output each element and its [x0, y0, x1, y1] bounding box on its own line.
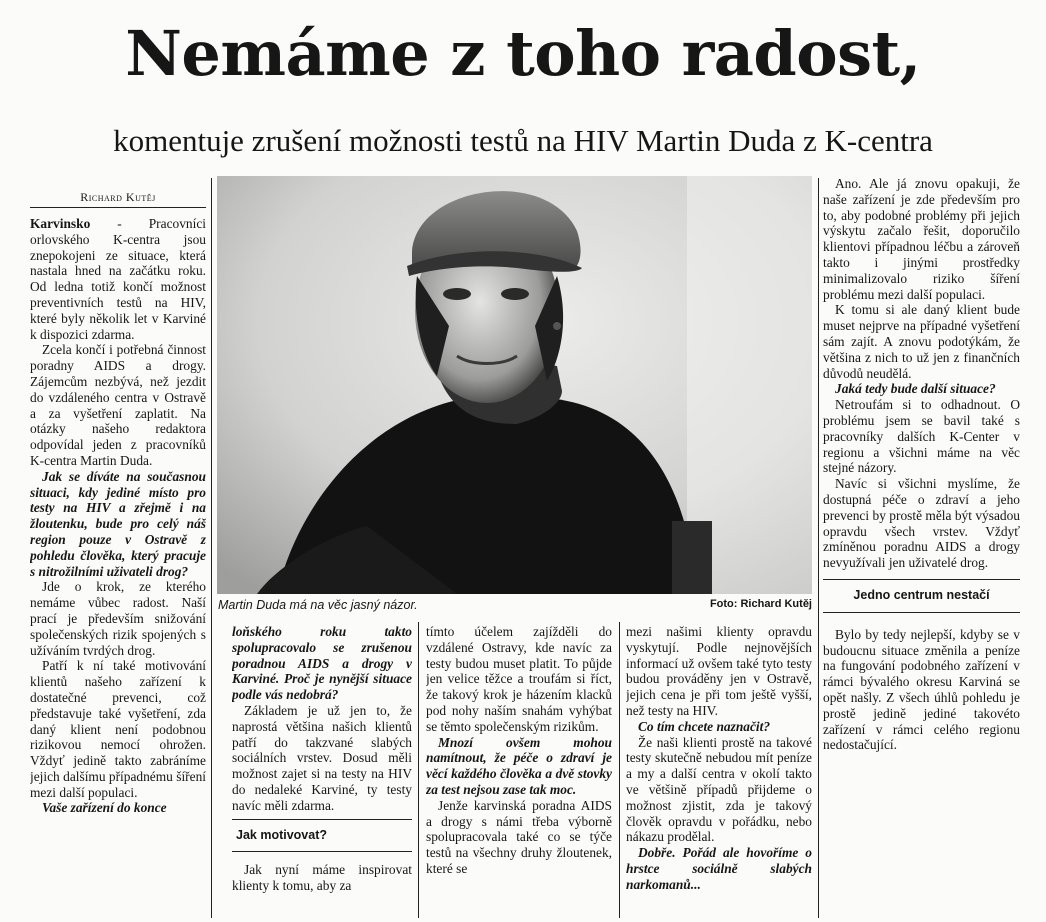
- paragraph: Jak nyní máme inspirovat klienty k tomu, aby za: [232, 862, 412, 894]
- question: Mnozí ovšem mohou namítnout, že péče o zdraví je věcí každého člověka a dvě stovky za test nejsou zase tak moc.: [426, 734, 612, 797]
- photo-martin-duda: [217, 176, 812, 594]
- paragraph: Navíc si všichni myslíme, že dostupná péče o zdraví a jeho prevenci by prostě měla být výsadou opravdu všech vrstev. Vždyť zmíněnou poradnu AIDS a drogy nevyužívali jen uživatelé drog.: [823, 476, 1020, 571]
- column-divider: [418, 622, 419, 918]
- subheading: Jak motivovat?: [236, 827, 328, 842]
- subheading-rule: [823, 612, 1020, 613]
- lead-text: - Pracovníci orlovského K-centra jsou znepokojeni ze situace, která nastala hned na začátku roku. Od ledna totiž končí možnost preventivních testů na HIV, které byly několik let v Karviné k dispozici zdarma.: [30, 216, 206, 342]
- byline: Richard Kutěj: [80, 190, 156, 204]
- dateline-location: Karvinsko: [30, 216, 91, 231]
- portrait-illustration: [217, 176, 812, 594]
- subheading: Jedno centrum nestačí: [853, 587, 990, 602]
- lead-paragraph: [30, 216, 206, 342]
- article-column-4: [626, 624, 812, 920]
- article-column-3: [426, 624, 612, 920]
- question: Jak se díváte na současnou situaci, kdy jediné místo pro testy na HIV a zřejmě i na žloutenku, bude pro celý náš region pouze v Ostravě z pohledu člověka, který pracuje s nitrožilními uživateli drog?: [30, 468, 206, 579]
- column-divider: [818, 178, 819, 918]
- article-column-1: [30, 216, 206, 922]
- answer: Základem je už jen to, že naprostá většina našich klientů patří do takzvané slabých sociálních vrstev. Dosud měli možnost zajet si na testy na HIV do nedaleké Karviné, ty testy navíc měli zdarma.: [232, 702, 412, 813]
- headline: Nemáme z toho radost,: [125, 17, 921, 90]
- paragraph: Patří k ní také motivování klientů našeho zařízení k dostatečné prevenci, což představuje také vyšetření, zda daný klient není podobnou rizikovou nemocí ohrožen. Vždyť jedině takto zabráníme jejich dalšímu případnému šíření mezi další populaci.: [30, 658, 206, 800]
- subheading-rule: [232, 851, 412, 852]
- article-column-5: [823, 176, 1020, 920]
- answer: Jde o krok, ze kterého nemáme vůbec radost. Naší prací je především snižování společenských rizik spojených s užíváním tvrdých drog.: [30, 579, 206, 658]
- paragraph: tímto účelem zajížděli do vzdálené Ostravy, kde navíc za testy budou muset platit. To půjde jen velice těžce a troufám si říct, že takový krok je házením klacků pod nohy naším snahám vyhýbat se těmto společenským rizikům.: [426, 624, 612, 734]
- question: Jaká tedy bude další situace?: [835, 381, 996, 397]
- byline-rule: [30, 207, 206, 208]
- photo-credit: Foto: Richard Kutěj: [709, 598, 812, 610]
- paragraph: Jenže karvinská poradna AIDS a drogy s námi třeba výborně spolupracovala také co se týče testů na všechny druhy žloutenek, které se: [426, 797, 612, 876]
- question: Dobře. Pořád ale hovoříme o hrstce sociálně slabých narkomanů...: [626, 845, 812, 892]
- column-divider: [619, 622, 620, 918]
- question: loňského roku takto spolupracovalo se zrušenou poradnou AIDS a drogy v Karviné. Proč je nynější situace podle vás nedobrá?: [232, 624, 412, 703]
- paragraph: Bylo by tedy nejlepší, kdyby se v budoucnu situace změnila a peníze na fungování podobného zařízení v rámci bývalého okresu Karviná se opět našly. Z všech úhlů pohledu je prostě jedině jediné takovéto zařízení v rámci celého regionu nedostačující.: [823, 626, 1020, 753]
- question: Co tím chcete naznačit?: [638, 718, 771, 734]
- paragraph: Zcela končí i potřebná činnost poradny AIDS a drogy. Zájemcům nezbývá, než jezdit do vzdáleného centra v Ostravě a za vyšetření zaplatit. Na otázky našeho redaktora odpovídal jeden z pracovníků K-centra Martin Duda.: [30, 342, 206, 468]
- answer: Že naši klienti prostě na takové testy skutečně nebudou mít peníze a my a další centra v okolí takto ve většině případů přijdeme o možnost zjistit, zda je takový člověk opravdu v pořádku, nebo nákazu prodělal.: [626, 734, 812, 845]
- paragraph: mezi našimi klienty opravdu vyskytují. Podle nejnovějších informací už ovšem také tyto testy budou prováděny jen v Ostravě, jejich cena je při tom ještě vyšší, než testy na HIV.: [626, 624, 812, 718]
- paragraph: Ano. Ale já znovu opakuji, že naše zařízení je zde především pro to, aby podobné problémy při jejich výskytu začalo řešit, doporučilo klientovi případnou léčbu a zároveň takto i jinými prostředky minimalizovalo riziko šíření problému mezi další populaci.: [823, 176, 1020, 302]
- column-divider: [211, 178, 212, 918]
- paragraph: K tomu si ale daný klient bude muset nejprve na případné vyšetření sám zajít. A znovu podotýkám, že většina z nich to už jen z finančních důvodů neudělá.: [823, 302, 1020, 381]
- photo-caption: Martin Duda má na věc jasný názor.: [218, 598, 418, 612]
- question: Vaše zařízení do konce: [42, 800, 167, 816]
- article-column-2: [232, 624, 412, 920]
- paragraph: Netroufám si to odhadnout. O problému jsem se bavil také s pracovníky dalších K-Center v regionu a všichni máme na věc stejné názory.: [823, 397, 1020, 476]
- subheadline: komentuje zrušení možnosti testů na HIV Martin Duda z K-centra: [113, 123, 933, 158]
